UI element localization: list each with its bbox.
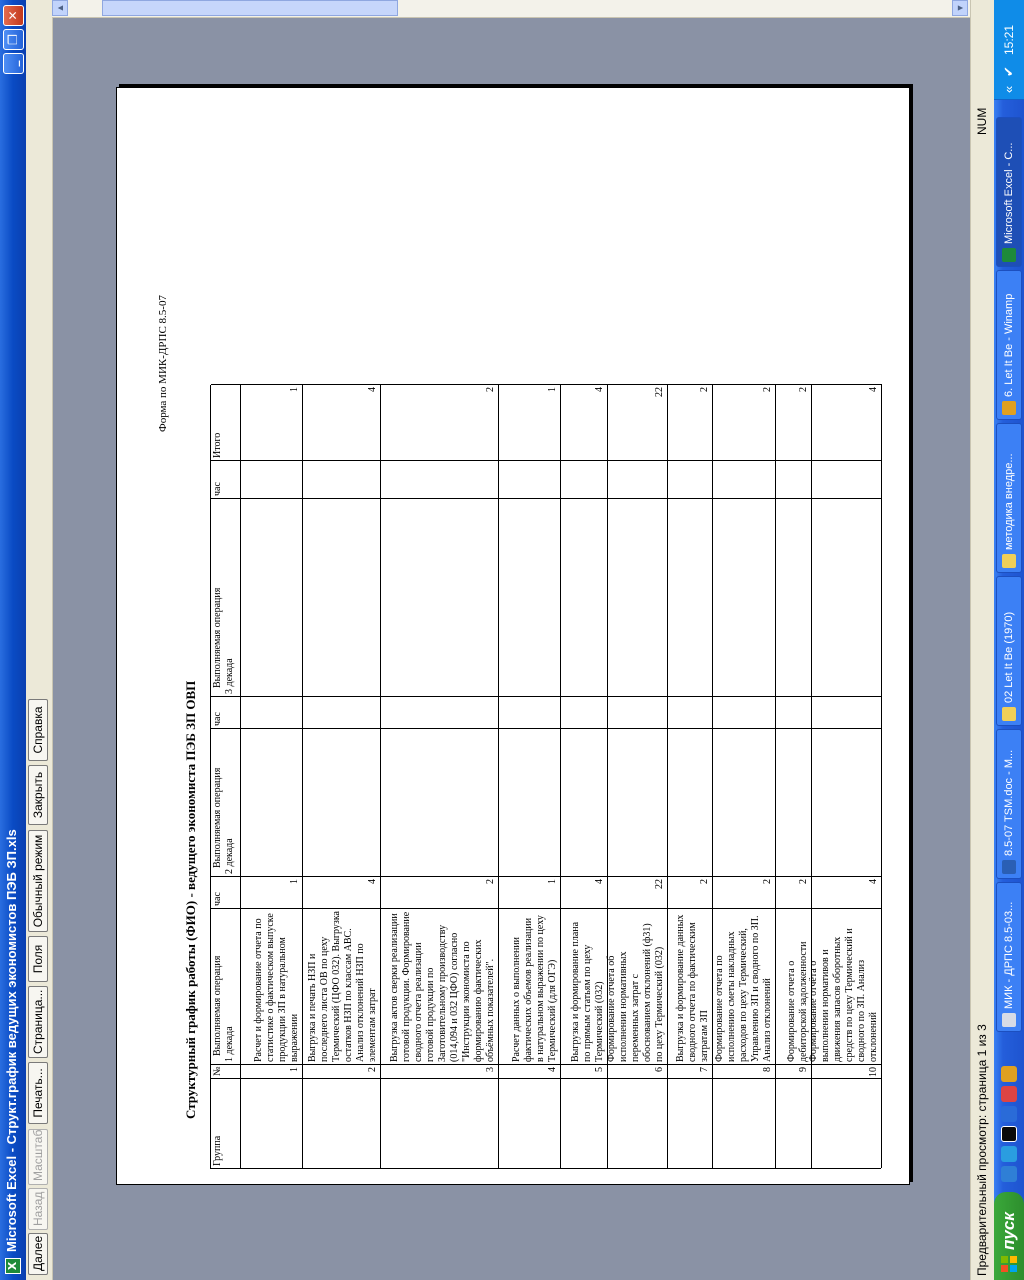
table-cell xyxy=(303,908,381,1064)
header-cell xyxy=(211,1064,241,1078)
table-cell xyxy=(608,876,668,908)
table-cell xyxy=(499,498,561,696)
table-cell xyxy=(499,1078,561,1168)
table-cell xyxy=(713,696,776,728)
table-cell xyxy=(381,460,499,498)
next-button[interactable]: Далее xyxy=(28,1233,48,1275)
table-cell xyxy=(381,908,499,1064)
table-cell xyxy=(812,876,882,908)
schedule-table xyxy=(210,385,881,1169)
hours-value: 4 xyxy=(367,879,378,884)
winamp-icon[interactable] xyxy=(1001,1066,1017,1082)
row-number: 1 xyxy=(289,1067,300,1072)
start-button[interactable]: пуск xyxy=(994,1192,1024,1280)
table-cell xyxy=(713,1064,776,1078)
scroll-down-arrow[interactable]: ▼ xyxy=(952,0,968,16)
table-cell xyxy=(561,1064,608,1078)
decade-label: 2 декада xyxy=(224,838,235,874)
table-cell xyxy=(713,728,776,876)
table-cell xyxy=(812,460,882,498)
row-number: 9 xyxy=(798,1067,809,1072)
hours-value: 22 xyxy=(654,879,665,889)
hours-value: 2 xyxy=(485,879,496,884)
document-title: Структурный график работы (ФИО) - ведущего экономиста ПЭБ ЗП ОВП xyxy=(183,680,198,1119)
header-cell xyxy=(211,908,241,1064)
preview-page xyxy=(116,87,910,1185)
total-value: 2 xyxy=(485,387,496,392)
app-icon[interactable] xyxy=(1001,1086,1017,1102)
total-value: 22 xyxy=(654,387,665,397)
total-value: 4 xyxy=(594,387,605,392)
row-number: 2 xyxy=(367,1067,378,1072)
winamp-icon xyxy=(1002,401,1016,415)
table-cell xyxy=(241,696,303,728)
table-cell xyxy=(499,384,561,460)
table-cell xyxy=(713,460,776,498)
table-cell xyxy=(776,876,812,908)
table-cell xyxy=(381,1078,499,1168)
operation-text: Выгрузка и формирование данных сводного отчета по фактическим затратам ЗП xyxy=(675,914,710,1062)
print-preview-toolbar xyxy=(26,0,53,1280)
header-label: Выполняемая операция xyxy=(212,767,223,868)
table-cell xyxy=(776,384,812,460)
table-cell xyxy=(303,460,381,498)
table-cell xyxy=(776,728,812,876)
previous-button[interactable]: Назад xyxy=(28,1188,48,1230)
operation-text: Расчет и формирование отчета по статистике о фактическом выпуске продукции ЗП в натуральном выражении xyxy=(253,913,300,1062)
operation-text: Формирование отчета по исполнению сметы накладных расходов по цеху Термический, Управлению ЗП и сводного по ЗП. Анализ отклонений xyxy=(714,915,773,1062)
operation-text: Формирование отчёта о выполнении нормативов и движения запасов оборотных средств по цеху Термический и сводного по ЗП. Анализ отклонений xyxy=(808,928,879,1062)
restore-button[interactable]: ❐ xyxy=(3,29,24,50)
table-cell xyxy=(808,908,882,1064)
operation-text: Выгрузка и формирование плана по прямым статьям по цеху Термический (032) xyxy=(570,921,605,1062)
header-cell xyxy=(211,384,241,460)
word-icon xyxy=(1002,860,1016,874)
header-label: Итого xyxy=(212,432,223,458)
hours-value: 1 xyxy=(547,879,558,884)
row-number: 8 xyxy=(762,1067,773,1072)
hours-value: 4 xyxy=(868,879,879,884)
table-cell xyxy=(608,384,668,460)
folder-icon xyxy=(1002,707,1016,721)
table-cell xyxy=(561,908,608,1064)
table-cell xyxy=(608,728,668,876)
header-label: Выполняемая операция xyxy=(212,587,223,688)
header-cell xyxy=(211,876,241,908)
excel-icon: X xyxy=(5,1258,21,1274)
header-label: Выполняемая операция xyxy=(212,955,223,1056)
table-cell xyxy=(608,460,668,498)
table-cell xyxy=(381,696,499,728)
row-number: 3 xyxy=(485,1067,496,1072)
header-label: № xyxy=(212,1066,223,1076)
taskbar xyxy=(994,0,1024,1280)
table-cell xyxy=(668,1078,713,1168)
table-cell xyxy=(303,1078,381,1168)
table-cell xyxy=(812,728,882,876)
table-cell xyxy=(241,908,303,1064)
table-cell xyxy=(499,460,561,498)
margins-button[interactable]: Поля xyxy=(28,936,48,982)
table-cell xyxy=(608,498,668,696)
total-value: 2 xyxy=(699,387,710,392)
help-button[interactable]: Справка xyxy=(28,699,48,761)
desktop-icon[interactable] xyxy=(1001,1126,1017,1142)
header-label: Группа xyxy=(212,1135,223,1166)
table-cell xyxy=(381,384,499,460)
decade-label: 1 декада xyxy=(224,1026,235,1062)
table-cell xyxy=(812,696,882,728)
status-bar xyxy=(970,0,995,1280)
total-value: 1 xyxy=(547,387,558,392)
folder-icon xyxy=(1002,554,1016,568)
table-cell xyxy=(303,876,381,908)
close-preview-button[interactable]: Закрыть xyxy=(28,765,48,825)
table-cell xyxy=(561,498,608,696)
window-title: Microsoft Excel - Структ.график ведущих экономистов ПЭБ ЗП.xls xyxy=(4,829,19,1252)
windows-flag-icon xyxy=(1001,1256,1017,1272)
task-excel[interactable]: Microsoft Excel - C... xyxy=(996,117,1022,267)
table-cell xyxy=(713,1078,776,1168)
table-cell xyxy=(668,728,713,876)
table-cell xyxy=(303,498,381,696)
table-cell xyxy=(381,498,499,696)
table-cell xyxy=(303,696,381,728)
operation-text: Выгрузка актов сверки реализации готовой продукции. Формирование сводного отчета реализации готовой продукции по Заготовительному производству (014,094 и 032 ЦФО) согласно "Инструкции экономиста по формированию фактических объёмных показателей". xyxy=(389,911,496,1062)
row-number: 7 xyxy=(699,1067,710,1072)
normal-view-button[interactable]: Обычный режим xyxy=(28,830,48,932)
table-cell xyxy=(776,1064,812,1078)
table-cell xyxy=(561,384,608,460)
close-button[interactable]: ✕ xyxy=(3,5,24,26)
table-cell xyxy=(812,1078,882,1168)
table-cell xyxy=(812,1064,882,1078)
table-cell xyxy=(668,460,713,498)
table-cell xyxy=(561,696,608,728)
table-cell xyxy=(776,460,812,498)
header-cell xyxy=(211,460,241,498)
excel-icon xyxy=(1002,248,1016,262)
table-cell xyxy=(381,728,499,876)
table-cell xyxy=(713,498,776,696)
table-cell xyxy=(608,1064,668,1078)
minimize-button[interactable]: _ xyxy=(3,53,24,74)
table-cell xyxy=(608,908,668,1064)
task-folder-let-it-be[interactable]: 02 Let It Be (1970) xyxy=(996,576,1022,726)
table-cell xyxy=(776,498,812,696)
task-mik-drps[interactable]: МИК - ДРПС 8.5-03... xyxy=(996,882,1022,1032)
table-cell xyxy=(668,498,713,696)
table-cell xyxy=(668,384,713,460)
table-cell xyxy=(608,1078,668,1168)
table-cell xyxy=(668,908,713,1064)
table-cell xyxy=(499,876,561,908)
task-winamp[interactable]: 6. Let It Be - Winamp xyxy=(996,270,1022,420)
row-number: 5 xyxy=(594,1067,605,1072)
window-icon xyxy=(1002,1013,1016,1027)
table-cell xyxy=(241,1078,303,1168)
table-cell xyxy=(561,1078,608,1168)
table-cell xyxy=(668,1064,713,1078)
table-cell xyxy=(668,696,713,728)
total-value: 4 xyxy=(367,387,378,392)
table-cell xyxy=(499,908,561,1064)
scroll-up-arrow[interactable]: ▲ xyxy=(52,0,68,16)
page-setup-button[interactable]: Страница... xyxy=(28,986,48,1058)
table-cell xyxy=(812,384,882,460)
table-cell xyxy=(241,728,303,876)
header-label: час xyxy=(212,482,223,496)
header-cell xyxy=(211,728,241,876)
num-lock-indicator: NUM xyxy=(975,107,989,135)
status-text: Предварительный просмотр: страница 1 из 3 xyxy=(975,1024,989,1276)
table-cell xyxy=(812,498,882,696)
operation-text: Формирование отчета об исполнении нормативных переменных затрат с обоснованием отклонений (ф31) по цеху Термический (032) xyxy=(606,923,665,1062)
table-cell xyxy=(499,696,561,728)
decade-label: 3 декада xyxy=(224,658,235,694)
media-icon[interactable] xyxy=(1001,1106,1017,1122)
table-cell xyxy=(608,696,668,728)
table-cell xyxy=(241,460,303,498)
chevron-icon[interactable]: « xyxy=(1001,85,1016,93)
shield-icon[interactable]: ✔ xyxy=(1001,66,1016,77)
total-value: 1 xyxy=(289,387,300,392)
row-number: 10 xyxy=(868,1067,879,1077)
ie-icon[interactable] xyxy=(1001,1166,1017,1182)
table-cell xyxy=(561,728,608,876)
table-cell xyxy=(241,876,303,908)
task-folder-metodika[interactable]: методика внедре... xyxy=(996,423,1022,573)
operation-text: Выгрузка и печать НЗП и последнего листа ОВ по цеху Термический (ЦФО 032). Выгрузка остатков НЗП по классам АВС. Анализ отклонений НЗП по элементам затрат xyxy=(307,911,378,1062)
table-cell xyxy=(381,876,499,908)
title-bar xyxy=(0,0,26,1280)
header-cell xyxy=(211,1078,241,1168)
table-cell xyxy=(303,384,381,460)
table-cell xyxy=(776,908,812,1064)
row-number: 6 xyxy=(654,1067,665,1072)
hours-value: 2 xyxy=(762,879,773,884)
table-cell xyxy=(381,1064,499,1078)
table-cell xyxy=(776,696,812,728)
table-cell xyxy=(561,876,608,908)
table-cell xyxy=(713,908,776,1064)
table-cell xyxy=(713,384,776,460)
hours-value: 2 xyxy=(699,879,710,884)
vertical-scrollbar[interactable] xyxy=(52,0,970,18)
table-cell xyxy=(241,1064,303,1078)
table-cell xyxy=(303,1064,381,1078)
table-cell xyxy=(713,876,776,908)
header-cell xyxy=(211,498,241,696)
header-cell xyxy=(211,696,241,728)
operation-text: Расчет данных о выполнении фактических объемов реализации в натуральном выражении по цеху Термический (для ОГЭ) xyxy=(511,915,558,1062)
header-label: час xyxy=(212,892,223,906)
total-value: 2 xyxy=(762,387,773,392)
clock: 15:21 xyxy=(1002,24,1016,55)
operation-text: Формирование отчета о дебиторской задолженности xyxy=(786,941,809,1062)
table-cell xyxy=(668,876,713,908)
table-cell xyxy=(776,1078,812,1168)
table-cell xyxy=(241,384,303,460)
header-label: час xyxy=(212,712,223,726)
print-button[interactable]: Печать... xyxy=(28,1062,48,1124)
system-tray xyxy=(994,0,1024,100)
row-number: 4 xyxy=(547,1067,558,1072)
outlook-icon[interactable] xyxy=(1001,1146,1017,1162)
hours-value: 2 xyxy=(798,879,809,884)
hours-value: 4 xyxy=(594,879,605,884)
zoom-button[interactable]: Масштаб xyxy=(28,1129,48,1185)
table-cell xyxy=(303,728,381,876)
total-value: 2 xyxy=(798,387,809,392)
table-cell xyxy=(499,728,561,876)
scroll-thumb[interactable] xyxy=(102,0,398,16)
form-reference: Форма по МИК-ДРПС 8.5-07 xyxy=(157,295,169,432)
table-cell xyxy=(241,498,303,696)
table-cell xyxy=(499,1064,561,1078)
total-value: 4 xyxy=(868,387,879,392)
hours-value: 1 xyxy=(289,879,300,884)
table-cell xyxy=(561,460,608,498)
task-word-doc[interactable]: 8.5-07 TSM.doc - M... xyxy=(996,729,1022,879)
